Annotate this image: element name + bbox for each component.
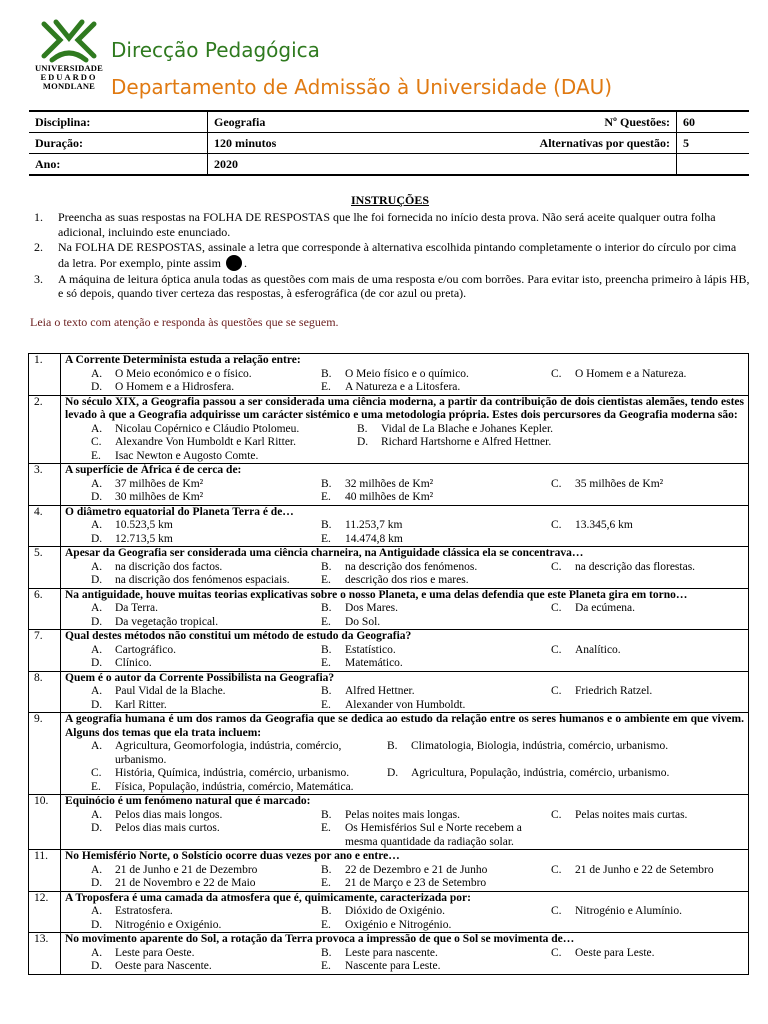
- option-letter: D.: [91, 960, 103, 972]
- option-text: Dos Mares.: [345, 602, 399, 614]
- option-text: O Homem e a Natureza.: [575, 367, 687, 380]
- option-text: descrição dos rios e mares.: [345, 574, 469, 586]
- option-letter: D.: [91, 822, 103, 834]
- option-text: Matemático.: [345, 657, 403, 669]
- question-stem: A geografia humana é um dos ramos da Geografia que se dedica ao estudo da relação entre os seres humanos e o ambiente em que vivem. Alguns dos temas que ela trata incluem:: [65, 713, 744, 739]
- option-letter: B.: [321, 685, 332, 697]
- option-text: Da Terra.: [115, 602, 159, 614]
- question-row: [29, 354, 749, 396]
- option-a: [91, 947, 321, 961]
- option-text: 21 de Junho e 22 de Setembro: [575, 863, 714, 876]
- page-title: Direcção Pedagógica: [111, 38, 320, 62]
- option-text: Isac Newton e Augosto Comte.: [115, 449, 259, 462]
- question-options: [61, 947, 748, 974]
- option-text: 21 de Novembro e 22 de Maio: [115, 877, 256, 889]
- option-text: 10.523,5 km: [115, 519, 173, 531]
- option-text: na discrição dos factos.: [115, 560, 223, 573]
- option-a: [91, 864, 321, 878]
- option-letter: E.: [321, 381, 331, 393]
- option-text: 21 de Junho e 21 de Dezembro: [115, 863, 258, 876]
- question-row: [29, 671, 749, 713]
- question-stem: Quem é o autor da Corrente Possibilista na Geografia?: [65, 671, 335, 684]
- option-text: Agricultura, População, indústria, comércio, urbanismo.: [411, 767, 670, 779]
- option-d: [91, 877, 321, 891]
- option-text: Analítico.: [575, 643, 621, 656]
- option-text: Leste para nascente.: [345, 946, 438, 959]
- option-c: [551, 905, 682, 919]
- option-letter: D.: [91, 381, 103, 393]
- option-text: O Meio económico e o físico.: [115, 367, 252, 380]
- option-text: Oxigénio e Nitrogénio.: [345, 918, 452, 931]
- question-stem: Apesar da Geografia ser considerada uma ciência charneira, na Antiguidade clássica ela se concentrava…: [65, 547, 584, 559]
- option-b: [321, 368, 551, 382]
- uem-emblem-icon: [38, 18, 100, 64]
- option-a: [91, 561, 321, 575]
- question-stem: A superfície de África é de cerca de:: [65, 464, 242, 476]
- question-cell: [61, 630, 749, 672]
- option-letter: D.: [91, 532, 103, 545]
- question-row: [29, 630, 749, 672]
- option-letter: D.: [91, 918, 103, 931]
- option-c: [551, 561, 695, 575]
- option-d: [91, 533, 321, 547]
- option-letter: C.: [551, 367, 562, 380]
- questions-count-label: Nº Questões:: [364, 111, 677, 133]
- option-c: [91, 436, 357, 450]
- option-b: [321, 905, 551, 919]
- instructions-title: INSTRUÇÕES: [350, 193, 430, 207]
- option-text: Pelos dias mais curtos.: [115, 822, 220, 834]
- question-cell: [61, 354, 749, 396]
- option-letter: E.: [91, 449, 101, 462]
- option-c: [551, 478, 663, 492]
- option-c: [551, 602, 635, 616]
- question-options: [61, 602, 748, 629]
- option-text: Alfred Hettner.: [345, 685, 415, 697]
- disciplina-label: Disciplina:: [29, 111, 208, 133]
- question-row: [29, 933, 749, 975]
- option-text: História, Química, indústria, comércio, urbanismo.: [115, 767, 350, 779]
- question-options: [61, 864, 748, 891]
- option-d: [91, 960, 321, 974]
- question-row: [29, 395, 749, 464]
- question-number: 10.: [29, 795, 61, 850]
- question-number: 11.: [29, 850, 61, 892]
- option-text: 37 milhões de Km²: [115, 477, 204, 490]
- exam-info-table: [29, 110, 749, 176]
- option-letter: D.: [357, 436, 369, 448]
- instruction-text: Na FOLHA DE RESPOSTAS, assinale a letra que corresponde à alternativa escolhida pintando completamente o interior do círculo por cima da letra. Por exemplo, pinte assim: [58, 240, 737, 270]
- option-letter: E.: [321, 615, 331, 628]
- question-row: [29, 588, 749, 630]
- option-text: Pelos dias mais longos.: [115, 808, 223, 821]
- option-b: [321, 478, 551, 492]
- question-row: [29, 850, 749, 892]
- alternatives-label: Alternativas por questão:: [364, 133, 677, 154]
- option-letter: C.: [551, 643, 562, 656]
- option-letter: A.: [91, 808, 103, 821]
- option-letter: B.: [321, 808, 332, 821]
- instruction-item: 1. Preencha as suas respostas na FOLHA DE RESPOSTAS que lhe foi fornecida no início desta prova. Não será aceite qualquer outra folha adicional, incluindo este enunciado.: [34, 210, 716, 239]
- option-text: O Meio físico e o químico.: [345, 367, 469, 380]
- option-letter: C.: [551, 808, 562, 821]
- option-text: na descrição das florestas.: [575, 560, 696, 573]
- instruction-item: 2. Na FOLHA DE RESPOSTAS, assinale a letra que corresponde à alternativa escolhida pintando completamente o interior do círculo por cima da letra. Por exemplo, pinte assim .: [34, 240, 737, 270]
- option-letter: B.: [321, 946, 332, 959]
- option-letter: A.: [91, 863, 103, 876]
- option-letter: D.: [91, 877, 103, 889]
- option-d: [91, 381, 321, 395]
- disciplina-value: Geografia: [208, 111, 365, 133]
- option-letter: E.: [91, 780, 101, 793]
- option-text: Pelas noites mais longas.: [345, 808, 460, 821]
- question-number: 12.: [29, 891, 61, 933]
- option-e: [321, 616, 551, 630]
- question-options: [61, 478, 748, 505]
- option-text: Friedrich Ratzel.: [575, 685, 653, 697]
- option-e: [321, 381, 551, 395]
- instruction-text: Preencha as suas respostas na FOLHA DE RESPOSTAS que lhe foi fornecida no início desta prova. Não será aceite qualquer outra folha adicional, incluindo este enunciado.: [58, 210, 716, 239]
- option-a: [91, 809, 321, 823]
- empty-cell: [364, 154, 677, 176]
- option-letter: C.: [91, 436, 102, 448]
- option-letter: B.: [321, 367, 332, 380]
- option-text: Da ecúmena.: [575, 602, 636, 614]
- option-a: [91, 644, 321, 658]
- question-options: [61, 905, 748, 932]
- question-row: [29, 505, 749, 547]
- option-text: Clínico.: [115, 657, 152, 669]
- instruction-text-end: .: [243, 255, 247, 270]
- option-letter: B.: [321, 863, 332, 876]
- option-a: [91, 740, 387, 767]
- option-text: 13.345,6 km: [575, 519, 633, 531]
- option-letter: A.: [91, 685, 103, 697]
- option-letter: B.: [321, 477, 332, 490]
- question-cell: [61, 505, 749, 547]
- question-cell: [61, 891, 749, 933]
- option-d: [91, 657, 321, 671]
- option-text: Nicolau Copérnico e Cláudio Ptolomeu.: [115, 422, 300, 435]
- option-letter: C.: [551, 946, 562, 959]
- option-b: [387, 740, 668, 767]
- question-cell: [61, 850, 749, 892]
- option-text: 21 de Março e 23 de Setembro: [345, 877, 487, 889]
- question-cell: [61, 795, 749, 850]
- option-letter: B.: [321, 519, 332, 531]
- question-number: 9.: [29, 713, 61, 795]
- option-b: [321, 602, 551, 616]
- option-text: Vidal de La Blache e Johanes Kepler.: [381, 422, 554, 435]
- option-text: 35 milhões de Km²: [575, 477, 664, 490]
- option-e: [321, 574, 551, 588]
- option-letter: E.: [321, 822, 331, 834]
- option-b: [321, 809, 551, 823]
- option-text: O Homem e a Hidrosfera.: [115, 381, 235, 393]
- page-subtitle: Departamento de Admissão à Universidade (DAU): [111, 75, 613, 99]
- option-text: Pelas noites mais curtas.: [575, 808, 688, 821]
- option-c: [551, 519, 633, 533]
- question-stem: No século XIX, a Geografia passou a ser considerada uma ciência moderna, a partir da contribuição de dois cientistas alemães, tendo estes levado à que a Geografia adquirisse um carácter sistémico e uma metodologia própria. Estes dois percursores da Geografia moderna são:: [65, 395, 744, 421]
- option-a: [91, 423, 357, 437]
- option-letter: E.: [321, 491, 331, 503]
- ano-value: 2020: [208, 154, 365, 176]
- option-b: [357, 423, 553, 437]
- option-e: [321, 657, 551, 671]
- option-letter: E.: [321, 657, 331, 669]
- questions-count-value: 60: [677, 111, 750, 133]
- question-number: 7.: [29, 630, 61, 672]
- option-text: na discrição dos fenómenos espaciais.: [115, 574, 290, 586]
- option-b: [321, 644, 551, 658]
- question-number: 3.: [29, 464, 61, 506]
- question-stem: Na antiguidade, houve muitas teorias explicativas sobre o nosso Planeta, e uma delas defendia que este Planeta gira em torno…: [65, 588, 688, 601]
- questions-table: [28, 353, 749, 975]
- option-c: [551, 685, 652, 699]
- question-row: [29, 795, 749, 850]
- option-letter: B.: [321, 560, 332, 573]
- option-letter: B.: [321, 602, 332, 614]
- question-stem: A Corrente Determinista estuda a relação entre:: [65, 354, 301, 366]
- duracao-label: Duração:: [29, 133, 208, 154]
- option-letter: B.: [321, 643, 332, 656]
- option-e: [91, 450, 357, 464]
- option-d: [91, 491, 321, 505]
- option-text: Da vegetação tropical.: [115, 615, 219, 628]
- question-number: 13.: [29, 933, 61, 975]
- option-text: 14.474,8 km: [345, 532, 403, 545]
- question-options: [61, 561, 748, 588]
- option-b: [321, 947, 551, 961]
- question-options: [61, 685, 748, 712]
- option-d: [91, 822, 321, 849]
- option-text: Paul Vidal de la Blache.: [115, 685, 226, 697]
- option-letter: A.: [91, 643, 103, 656]
- option-d: [357, 436, 551, 450]
- option-letter: C.: [91, 767, 102, 779]
- question-cell: [61, 671, 749, 713]
- option-text: na descrição dos fenómenos.: [345, 560, 478, 573]
- question-options: [61, 740, 748, 794]
- option-c: [551, 368, 686, 382]
- option-letter: B.: [321, 905, 332, 917]
- option-letter: D.: [387, 767, 399, 779]
- lead-text: Leia o texto com atenção e responda às questões que se seguem.: [30, 315, 339, 329]
- option-text: 32 milhões de Km²: [345, 477, 434, 490]
- question-stem: A Troposfera é uma camada da atmosfera que é, quimicamente, caracterizada por:: [65, 891, 471, 904]
- question-cell: [61, 588, 749, 630]
- question-cell: [61, 395, 749, 464]
- question-number: 6.: [29, 588, 61, 630]
- option-letter: A.: [91, 905, 103, 917]
- question-stem: Equinócio é um fenómeno natural que é marcado:: [65, 795, 311, 807]
- option-letter: E.: [321, 532, 331, 545]
- question-number: 2.: [29, 395, 61, 464]
- option-a: [91, 478, 321, 492]
- filled-circle-icon: [226, 255, 242, 271]
- option-e: [321, 699, 551, 713]
- option-e: [91, 781, 387, 795]
- empty-cell: [677, 154, 750, 176]
- question-cell: [61, 933, 749, 975]
- option-letter: A.: [91, 422, 103, 435]
- option-letter: C.: [551, 863, 562, 876]
- option-letter: A.: [91, 477, 103, 490]
- option-letter: C.: [551, 602, 562, 614]
- ano-label: Ano:: [29, 154, 208, 176]
- option-letter: A.: [91, 519, 103, 531]
- option-text: Alexandre Von Humboldt e Karl Ritter.: [115, 436, 296, 448]
- option-e: [321, 919, 551, 933]
- duracao-value: 120 minutos: [208, 133, 365, 154]
- option-text: Climatologia, Biologia, indústria, comércio, urbanismo.: [411, 740, 669, 752]
- option-d: [91, 616, 321, 630]
- question-number: 1.: [29, 354, 61, 396]
- option-e: [321, 822, 551, 849]
- question-row: [29, 713, 749, 795]
- option-letter: C.: [551, 685, 562, 697]
- option-letter: A.: [91, 560, 103, 573]
- option-text: Os Hemisférios Sul e Norte recebem a mesma quantidade da radiação solar.: [345, 822, 522, 848]
- question-stem: No movimento aparente do Sol, a rotação da Terra provoca a impressão de que o Sol se movimenta de…: [65, 933, 575, 945]
- option-b: [321, 519, 551, 533]
- option-letter: B.: [387, 740, 398, 752]
- logo-text-line1: UNIVERSIDADE: [34, 63, 104, 73]
- option-d: [387, 767, 669, 781]
- option-b: [321, 685, 551, 699]
- option-letter: A.: [91, 367, 103, 380]
- question-row: [29, 464, 749, 506]
- logo-text-line2: EDUARDO: [40, 72, 98, 82]
- question-options: [61, 519, 748, 546]
- option-text: Nascente para Leste.: [345, 960, 441, 972]
- option-e: [321, 533, 551, 547]
- option-c: [551, 809, 687, 823]
- option-e: [321, 960, 551, 974]
- option-a: [91, 602, 321, 616]
- option-letter: E.: [321, 698, 331, 711]
- option-text: Estratosfera.: [115, 905, 173, 917]
- instructions-section: [30, 193, 750, 302]
- option-letter: D.: [91, 615, 103, 628]
- option-e: [321, 491, 551, 505]
- option-text: 30 milhões de Km²: [115, 491, 204, 503]
- option-text: Agricultura, Geomorfologia, indústria, comércio, urbanismo.: [115, 740, 342, 766]
- option-letter: D.: [91, 698, 103, 711]
- option-text: A Natureza e a Litosfera.: [345, 381, 461, 393]
- option-letter: A.: [91, 602, 103, 614]
- option-letter: A.: [91, 740, 103, 752]
- option-letter: A.: [91, 946, 103, 959]
- option-letter: E.: [321, 877, 331, 889]
- instruction-text: A máquina de leitura óptica anula todas as questões com mais de uma resposta e/ou com borrões. Para evitar isto, preencha primeiro à lápis HB, e só depois, quando tiver certeza das respostas, à esferográfica (de cor azul ou preta).: [58, 271, 750, 300]
- option-text: Dióxido de Oxigénio.: [345, 905, 445, 917]
- option-e: [321, 877, 551, 891]
- alternatives-value: 5: [677, 133, 750, 154]
- question-cell: [61, 547, 749, 589]
- option-text: Leste para Oeste.: [115, 946, 195, 959]
- option-letter: D.: [91, 491, 103, 503]
- option-text: 22 de Dezembro e 21 de Junho: [345, 863, 488, 876]
- option-letter: C.: [551, 905, 562, 917]
- option-b: [321, 864, 551, 878]
- option-a: [91, 905, 321, 919]
- question-row: [29, 547, 749, 589]
- option-text: Richard Hartshorne e Alfred Hettner.: [381, 436, 552, 448]
- question-cell: [61, 464, 749, 506]
- option-text: Nitrogénio e Oxigénio.: [115, 918, 222, 931]
- option-letter: E.: [321, 960, 331, 972]
- question-options: [61, 644, 748, 671]
- option-d: [91, 919, 321, 933]
- option-letter: D.: [91, 574, 103, 586]
- option-b: [321, 561, 551, 575]
- university-logo: [34, 18, 104, 91]
- option-text: 40 milhões de Km²: [345, 491, 434, 503]
- option-letter: C.: [551, 519, 562, 531]
- option-a: [91, 368, 321, 382]
- option-c: [551, 864, 714, 878]
- question-row: [29, 891, 749, 933]
- question-options: [61, 368, 748, 395]
- question-cell: [61, 713, 749, 795]
- option-letter: C.: [551, 560, 562, 573]
- option-text: 11.253,7 km: [345, 519, 403, 531]
- option-a: [91, 519, 321, 533]
- option-text: Alexander von Humboldt.: [345, 698, 466, 711]
- option-letter: E.: [321, 574, 331, 586]
- option-c: [551, 947, 655, 961]
- option-c: [551, 644, 621, 658]
- question-number: 8.: [29, 671, 61, 713]
- option-text: 12.713,5 km: [115, 532, 173, 545]
- option-text: Karl Ritter.: [115, 698, 167, 711]
- option-text: Nitrogénio e Alumínio.: [575, 905, 683, 917]
- question-stem: O diâmetro equatorial do Planeta Terra é de…: [65, 505, 294, 518]
- option-text: Física, População, indústria, comércio, Matemática.: [115, 780, 354, 793]
- question-stem: No Hemisfério Norte, o Solstício ocorre duas vezes por ano e entre…: [65, 850, 400, 862]
- option-text: Do Sol.: [345, 615, 381, 628]
- option-letter: D.: [91, 657, 103, 669]
- option-letter: C.: [551, 477, 562, 490]
- option-text: Oeste para Leste.: [575, 946, 655, 959]
- question-stem: Qual destes métodos não constitui um método de estudo da Geografia?: [65, 630, 412, 642]
- question-options: [61, 809, 748, 850]
- option-d: [91, 574, 321, 588]
- instruction-item: 3. A máquina de leitura óptica anula todas as questões com mais de uma resposta e/ou com borrões. Para evitar isto, preencha primeiro à lápis HB, e só depois, quando tiver certeza das respostas, à esferográfica (de cor azul ou preta).: [34, 271, 750, 300]
- option-c: [91, 767, 387, 781]
- option-d: [91, 699, 321, 713]
- option-letter: E.: [321, 918, 331, 931]
- logo-text-line3: MONDLANE: [42, 81, 96, 91]
- question-number: 4.: [29, 505, 61, 547]
- question-number: 5.: [29, 547, 61, 589]
- option-text: Cartográfico.: [115, 643, 176, 656]
- option-text: Oeste para Nascente.: [115, 960, 212, 972]
- question-options: [61, 423, 748, 464]
- option-letter: B.: [357, 422, 368, 435]
- option-a: [91, 685, 321, 699]
- option-text: Estatístico.: [345, 643, 396, 656]
